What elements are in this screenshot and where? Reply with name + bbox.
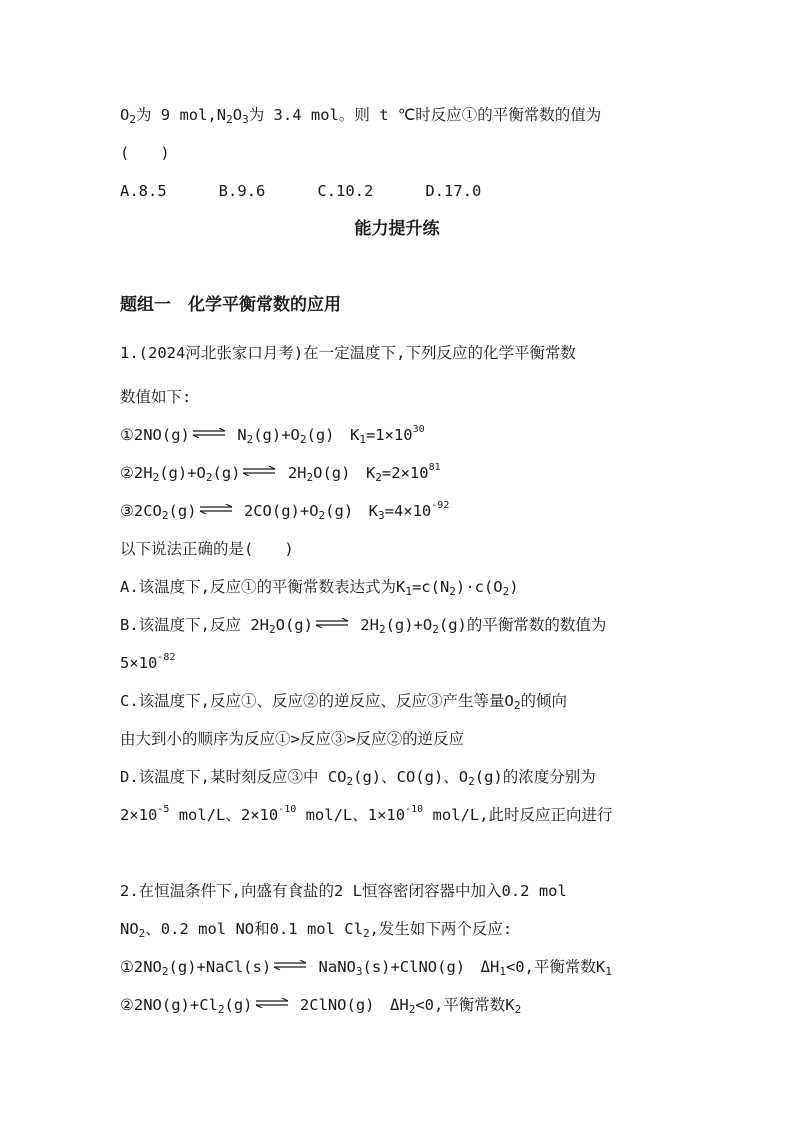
subscript: 2: [346, 775, 354, 788]
text: (g) K: [325, 502, 378, 520]
text: ): [509, 578, 519, 596]
text: (s)+ClNO(g) ΔH: [362, 958, 500, 976]
q1-option-b-cont: [120, 652, 175, 674]
subscript: 2: [513, 699, 521, 712]
subscript: 2: [408, 1003, 416, 1016]
subscript: 2: [502, 585, 510, 598]
subscript: 1: [605, 965, 612, 978]
subscript: 2: [449, 585, 456, 598]
subscript: 1: [499, 965, 506, 978]
text: 2×10: [120, 806, 158, 824]
group-title: 题组一 化学平衡常数的应用: [120, 295, 341, 315]
superscript: 81: [428, 462, 441, 473]
text: (g)的平衡常数的数值为: [438, 616, 607, 634]
q1-stem-line2: 数值如下:: [120, 388, 192, 406]
subscript: 2: [246, 433, 254, 446]
option-a: A.8.5: [120, 182, 167, 200]
subscript: 2: [468, 775, 475, 788]
option-b: B.9.6: [218, 182, 266, 200]
text: (g): [224, 996, 253, 1014]
text: ①2NO(g): [120, 426, 190, 444]
subscript: 2: [217, 1003, 225, 1016]
text: =1×10: [365, 426, 413, 444]
text: <0,平衡常数K: [505, 958, 606, 976]
subscript: 2: [269, 623, 276, 636]
superscript: -10: [278, 804, 297, 815]
superscript: -5: [157, 804, 170, 815]
text: mol/L,此时反应正向进行: [423, 806, 613, 824]
subscript: 3: [355, 965, 363, 978]
q2-reaction-2: [120, 994, 521, 1016]
equilibrium-arrow-icon: [242, 466, 276, 476]
text: (g)的浓度分别为: [474, 768, 596, 786]
text: (g)+O: [159, 464, 206, 482]
q2-stem-line2: [120, 918, 512, 940]
text: =2×10: [381, 464, 429, 482]
subscript: 2: [129, 113, 136, 126]
text: (g)+O: [253, 426, 300, 444]
subscript: 2: [375, 471, 382, 484]
q2-stem-line1: 2.在恒温条件下,向盛有食盐的2 L恒容密闭容器中加入0.2 mol: [120, 882, 567, 900]
text: N: [237, 426, 247, 444]
text: 为 3.4 mol。则 t ℃时反应①的平衡常数的值为: [248, 106, 602, 124]
equilibrium-arrow-icon: [315, 618, 349, 628]
text: ,发生如下两个反应:: [369, 920, 513, 938]
text: (g)+O: [385, 616, 433, 634]
text: O: [120, 106, 130, 124]
text: mol/L、2×10: [169, 806, 279, 824]
text: O(g): [275, 616, 313, 634]
text: O: [232, 106, 243, 124]
subscript: 3: [242, 113, 249, 126]
subscript: 2: [306, 471, 314, 484]
text: 2ClNO(g) ΔH: [299, 996, 409, 1014]
q2-reaction-1: [120, 956, 612, 978]
text: ①2NO: [120, 958, 162, 976]
subscript: 2: [514, 1003, 522, 1016]
superscript: -82: [157, 652, 176, 663]
text: 2H: [360, 616, 379, 634]
text: (g)+NaCl(s): [168, 958, 272, 976]
subscript: 1: [405, 585, 412, 598]
q1-stem-line1: 1.(2024河北张家口月考)在一定温度下,下列反应的化学平衡常数: [120, 344, 576, 362]
equilibrium-arrow-icon: [255, 998, 289, 1008]
q1-option-d: [120, 766, 596, 788]
text: D.该温度下,某时刻反应③中 CO: [120, 768, 347, 786]
superscript: -10: [405, 804, 424, 815]
subscript: 2: [362, 927, 370, 940]
q1-option-d-cont: [120, 804, 612, 826]
text: ②2H: [120, 464, 153, 482]
text: ③2CO: [120, 502, 162, 520]
text: 为 9 mol,N: [135, 106, 227, 124]
text: ②2NO(g)+Cl: [120, 996, 218, 1014]
prev-question-options: [120, 180, 481, 202]
q1-ask: 以下说法正确的是( ): [120, 540, 294, 558]
equilibrium-arrow-icon: [199, 504, 233, 514]
text: NaNO: [318, 958, 356, 976]
text: 、0.2 mol NO和0.1 mol Cl: [145, 920, 363, 938]
text: mol/L、1×10: [296, 806, 406, 824]
q1-reaction-2: [120, 462, 441, 484]
q1-reaction-1: [120, 424, 425, 446]
text: 2CO(g)+O: [243, 502, 319, 520]
q1-option-c-cont: 由大到小的顺序为反应①>反应③>反应②的逆反应: [120, 730, 465, 748]
superscript: 30: [412, 424, 425, 435]
text: )·c(O: [455, 578, 503, 596]
q1-option-c: [120, 690, 567, 712]
subscript: 2: [226, 113, 233, 126]
prev-question-line1: [120, 104, 601, 126]
text: NO: [120, 920, 139, 938]
subscript: 2: [318, 509, 326, 522]
text: B.该温度下,反应 2H: [120, 616, 269, 634]
text: C.该温度下,反应①、反应②的逆反应、反应③产生等量O: [120, 692, 514, 710]
option-c: C.10.2: [317, 182, 374, 200]
subscript: 2: [432, 623, 439, 636]
subscript: 2: [205, 471, 213, 484]
text: <0,平衡常数K: [415, 996, 515, 1014]
text: 2H: [287, 464, 307, 482]
section-title: 能力提升练: [354, 219, 440, 239]
prev-question-answer-blank: ( ): [120, 144, 170, 162]
subscript: 1: [359, 433, 366, 446]
equilibrium-arrow-icon: [273, 960, 307, 970]
text: 的倾向: [520, 692, 567, 710]
subscript: 2: [161, 965, 169, 978]
subscript: 2: [378, 623, 386, 636]
text: 5×10: [120, 654, 158, 672]
subscript: 2: [138, 927, 146, 940]
text: =c(N: [411, 578, 450, 596]
text: A.该温度下,反应①的平衡常数表达式为K: [120, 578, 406, 596]
option-d: D.17.0: [425, 182, 482, 200]
text: =4×10: [384, 502, 432, 520]
q1-option-a: [120, 576, 519, 598]
q1-reaction-3: [120, 500, 449, 522]
text: (g)、CO(g)、O: [353, 768, 469, 786]
subscript: 2: [299, 433, 307, 446]
equilibrium-arrow-icon: [192, 428, 226, 438]
subscript: 2: [161, 509, 169, 522]
subscript: 2: [152, 471, 160, 484]
subscript: 3: [377, 509, 385, 522]
q1-option-b: [120, 614, 606, 636]
text: (g) K: [306, 426, 360, 444]
text: (g): [212, 464, 241, 482]
text: (g): [168, 502, 197, 520]
text: O(g) K: [313, 464, 376, 482]
superscript: -92: [431, 500, 450, 511]
